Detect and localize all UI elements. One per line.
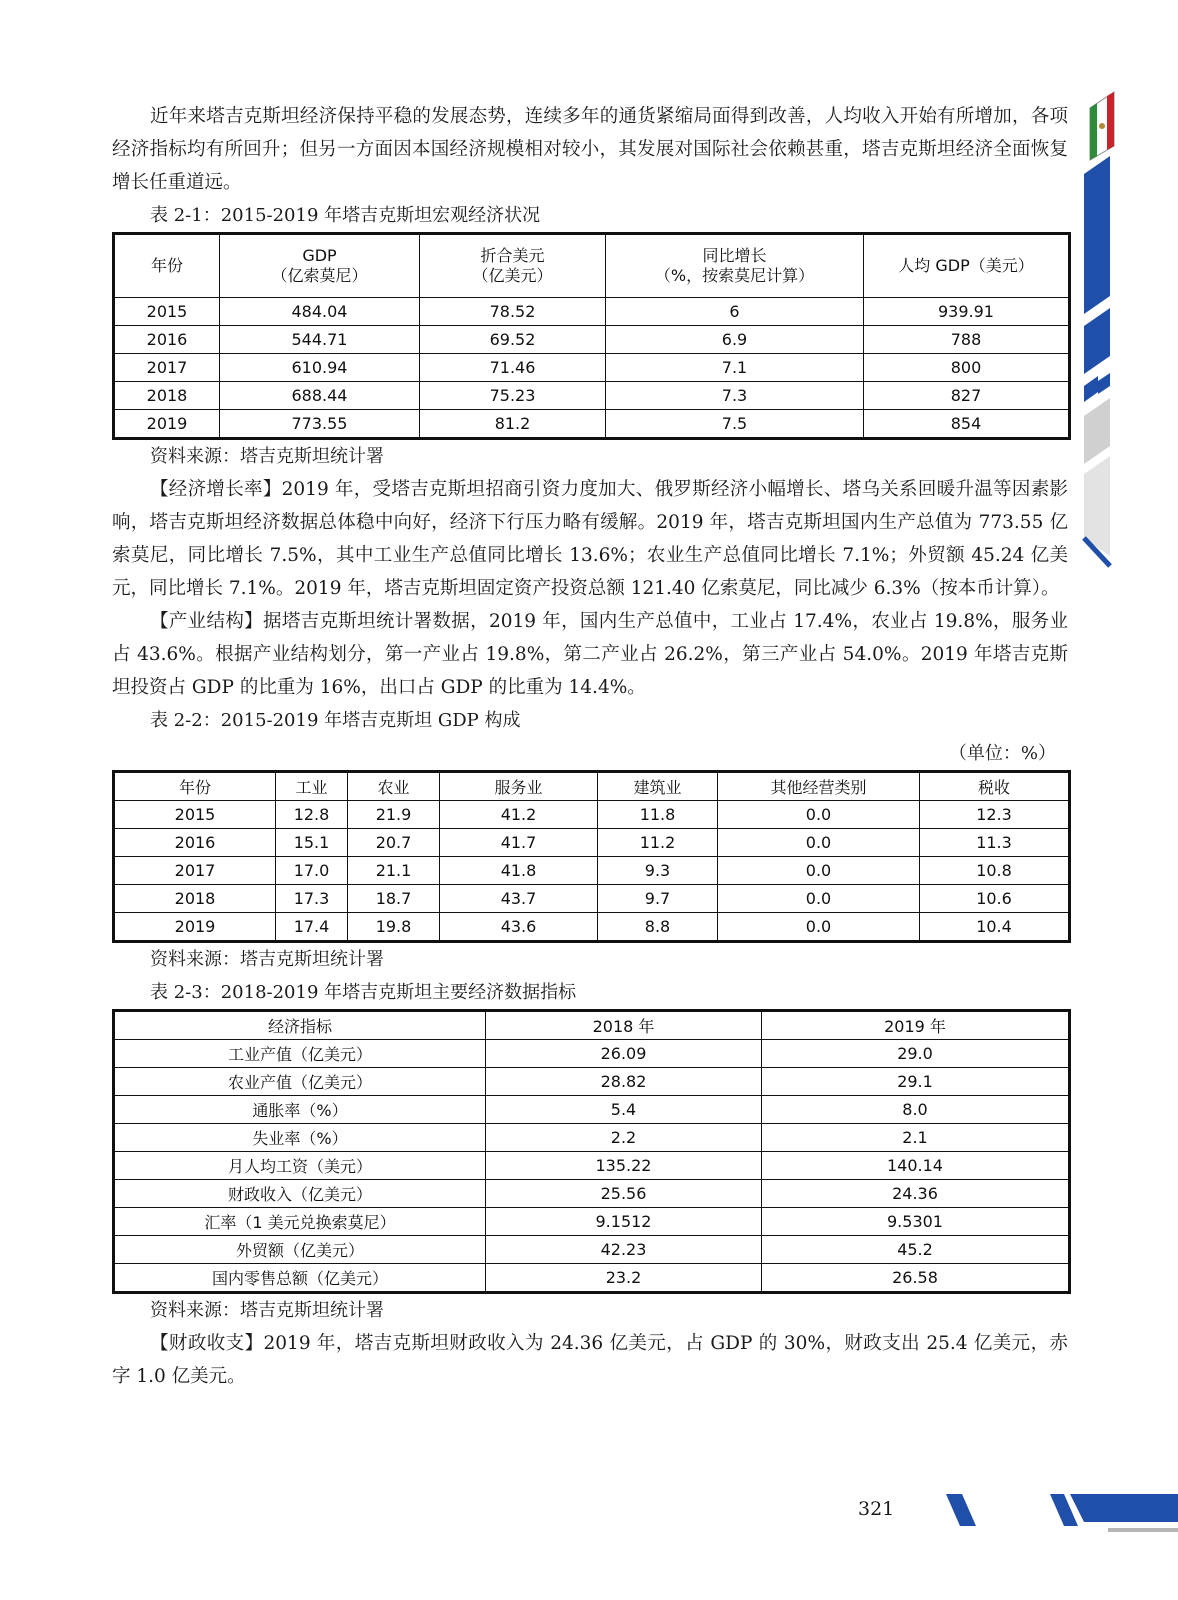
table-cell: 6 [606, 298, 864, 326]
table-cell: 2018 [114, 382, 220, 410]
table-row [114, 1236, 1070, 1264]
header-cell: 工业 [276, 772, 348, 801]
header-cell: 2019 年 [762, 1011, 1070, 1040]
table-cell: 939.91 [864, 298, 1070, 326]
table-row [114, 1096, 1070, 1124]
table-cell: 18.7 [348, 885, 440, 913]
table-cell: 688.44 [220, 382, 420, 410]
table-cell: 41.7 [440, 829, 598, 857]
table-cell: 7.1 [606, 354, 864, 382]
table-row [114, 801, 1070, 829]
table-row [114, 410, 1070, 439]
table-cell: 610.94 [220, 354, 420, 382]
table-cell: 24.36 [762, 1180, 1070, 1208]
table-cell: 11.3 [920, 829, 1070, 857]
table-cell: 75.23 [420, 382, 606, 410]
table-header-row [114, 1011, 1070, 1040]
table-cell: 2018 [114, 885, 276, 913]
header-cell: 农业 [348, 772, 440, 801]
table-cell: 2019 [114, 410, 220, 439]
table-cell: 12.3 [920, 801, 1070, 829]
fiscal-paragraph: 【财政收支】2019 年，塔吉克斯坦财政收入为 24.36 亿美元，占 GDP 的 30%，财政支出 25.4 亿美元，赤字 1.0 亿美元。 [112, 1333, 1068, 1387]
structure-paragraph: 【产业结构】据塔吉克斯坦统计署数据，2019 年，国内生产总值中，工业占 17.4%，农业占 19.8%，服务业占 43.6%。根据产业结构划分，第一产业占 19.8%，第二产业占 26.2%，第三产业占 54.0%。2019 年塔吉克斯坦投资占 GDP 的比重为 16%，出口占 GDP 的比重为 14.4%。 [112, 611, 1068, 698]
flag-icon [1090, 92, 1114, 160]
table-cell: 国内零售总额（亿美元） [114, 1264, 486, 1293]
table-cell: 17.4 [276, 913, 348, 942]
table-cell: 29.1 [762, 1068, 1070, 1096]
table-cell: 41.8 [440, 857, 598, 885]
table-cell: 8.0 [762, 1096, 1070, 1124]
table-cell: 2017 [114, 857, 276, 885]
table-cell: 0.0 [718, 913, 920, 942]
side-decoration [1076, 86, 1178, 586]
table-row [114, 382, 1070, 410]
table3-caption: 表 2-3：2018-2019 年塔吉克斯坦主要经济数据指标 [150, 982, 577, 1003]
table-header-row [114, 772, 1070, 801]
gdp-composition-table [112, 770, 1071, 943]
table-cell: 0.0 [718, 801, 920, 829]
table-cell: 43.6 [440, 913, 598, 942]
page-content [112, 100, 1068, 1393]
table-cell: 2.2 [486, 1124, 762, 1152]
table-cell: 81.2 [420, 410, 606, 439]
table-cell: 9.1512 [486, 1208, 762, 1236]
table-cell: 17.3 [276, 885, 348, 913]
table-cell: 10.8 [920, 857, 1070, 885]
table-row [114, 1180, 1070, 1208]
header-cell: GDP （亿索莫尼） [220, 234, 420, 298]
table-cell: 月人均工资（美元） [114, 1152, 486, 1180]
table1-caption: 表 2-1：2015-2019 年塔吉克斯坦宏观经济状况 [150, 205, 541, 226]
header-cell: 服务业 [440, 772, 598, 801]
table-cell: 773.55 [220, 410, 420, 439]
table-cell: 11.8 [598, 801, 718, 829]
table-row [114, 354, 1070, 382]
table1-source: 资料来源：塔吉克斯坦统计署 [150, 446, 384, 467]
table-cell: 2016 [114, 829, 276, 857]
table-cell: 26.09 [486, 1040, 762, 1068]
table-cell: 45.2 [762, 1236, 1070, 1264]
table-cell: 29.0 [762, 1040, 1070, 1068]
header-cell: 经济指标 [114, 1011, 486, 1040]
table-row [114, 326, 1070, 354]
header-cell: 人均 GDP（美元） [864, 234, 1070, 298]
table-cell: 农业产值（亿美元） [114, 1068, 486, 1096]
header-cell: 折合美元 （亿美元） [420, 234, 606, 298]
table-row [114, 829, 1070, 857]
page-number: 321 [858, 1498, 895, 1520]
table-cell: 21.1 [348, 857, 440, 885]
table-cell: 28.82 [486, 1068, 762, 1096]
table-cell: 23.2 [486, 1264, 762, 1293]
table-cell: 外贸额（亿美元） [114, 1236, 486, 1264]
table-row [114, 857, 1070, 885]
table-cell: 43.7 [440, 885, 598, 913]
table-cell: 2015 [114, 801, 276, 829]
table2-source: 资料来源：塔吉克斯坦统计署 [150, 949, 384, 970]
table-row [114, 1152, 1070, 1180]
table-cell: 17.0 [276, 857, 348, 885]
table-cell: 0.0 [718, 829, 920, 857]
table-row [114, 1068, 1070, 1096]
table-row [114, 1124, 1070, 1152]
table-row [114, 1208, 1070, 1236]
table-cell: 71.46 [420, 354, 606, 382]
table-cell: 0.0 [718, 885, 920, 913]
table-cell: 失业率（%） [114, 1124, 486, 1152]
table-cell: 5.4 [486, 1096, 762, 1124]
header-cell: 建筑业 [598, 772, 718, 801]
intro-paragraph: 近年来塔吉克斯坦经济保持平稳的发展态势，连续多年的通货紧缩局面得到改善，人均收入开始有所增加，各项经济指标均有所回升；但另一方面因本国经济规模相对较小，其发展对国际社会依赖甚重，塔吉克斯坦经济全面恢复增长任重道远。 [112, 106, 1068, 193]
table-row [114, 298, 1070, 326]
table-cell: 78.52 [420, 298, 606, 326]
table-row [114, 1264, 1070, 1293]
table-cell: 15.1 [276, 829, 348, 857]
table-cell: 9.7 [598, 885, 718, 913]
table-cell: 21.9 [348, 801, 440, 829]
table-cell: 41.2 [440, 801, 598, 829]
table-cell: 2017 [114, 354, 220, 382]
table-cell: 通胀率（%） [114, 1096, 486, 1124]
table-cell: 2019 [114, 913, 276, 942]
table-row [114, 913, 1070, 942]
table-row [114, 885, 1070, 913]
table-cell: 788 [864, 326, 1070, 354]
table-row [114, 1040, 1070, 1068]
economic-indicators-table [112, 1009, 1071, 1294]
table-cell: 42.23 [486, 1236, 762, 1264]
table-cell: 0.0 [718, 857, 920, 885]
header-cell: 年份 [114, 772, 276, 801]
table-cell: 135.22 [486, 1152, 762, 1180]
table-cell: 19.8 [348, 913, 440, 942]
table-cell: 9.5301 [762, 1208, 1070, 1236]
table-cell: 7.3 [606, 382, 864, 410]
table-cell: 544.71 [220, 326, 420, 354]
table-cell: 25.56 [486, 1180, 762, 1208]
table-cell: 10.6 [920, 885, 1070, 913]
table-cell: 484.04 [220, 298, 420, 326]
table-cell: 10.4 [920, 913, 1070, 942]
header-cell: 税收 [920, 772, 1070, 801]
table2-unit: （单位：%） [948, 743, 1056, 764]
table-cell: 854 [864, 410, 1070, 439]
table-cell: 11.2 [598, 829, 718, 857]
table-cell: 汇率（1 美元兑换索莫尼） [114, 1208, 486, 1236]
table-cell: 26.58 [762, 1264, 1070, 1293]
table-cell: 827 [864, 382, 1070, 410]
footer-decoration [940, 1490, 1178, 1540]
table-cell: 20.7 [348, 829, 440, 857]
header-cell: 2018 年 [486, 1011, 762, 1040]
table-cell: 8.8 [598, 913, 718, 942]
table-cell: 69.52 [420, 326, 606, 354]
table-cell: 6.9 [606, 326, 864, 354]
table-cell: 工业产值（亿美元） [114, 1040, 486, 1068]
table-cell: 140.14 [762, 1152, 1070, 1180]
macro-economy-table [112, 232, 1071, 440]
table-cell: 2016 [114, 326, 220, 354]
header-cell: 其他经营类别 [718, 772, 920, 801]
table-cell: 2.1 [762, 1124, 1070, 1152]
table-header-row [114, 234, 1070, 298]
growth-paragraph: 【经济增长率】2019 年，受塔吉克斯坦招商引资力度加大、俄罗斯经济小幅增长、塔乌关系回暖升温等因素影响，塔吉克斯坦经济数据总体稳中向好，经济下行压力略有缓解。2019 年，塔吉克斯坦国内生产总值为 773.55 亿索莫尼，同比增长 7.5%，其中工业生产总值同比增长 13.6%；农业生产总值同比增长 7.1%；外贸额 45.24 亿美元，同比增长 7.1%。2019 年，塔吉克斯坦固定资产投资总额 121.40 亿索莫尼，同比减少 6.3%（按本币计算）。 [112, 479, 1068, 599]
header-cell: 年份 [114, 234, 220, 298]
table-cell: 2015 [114, 298, 220, 326]
table-cell: 9.3 [598, 857, 718, 885]
table-cell: 财政收入（亿美元） [114, 1180, 486, 1208]
table-cell: 7.5 [606, 410, 864, 439]
table3-source: 资料来源：塔吉克斯坦统计署 [150, 1300, 384, 1321]
table-cell: 12.8 [276, 801, 348, 829]
table-cell: 800 [864, 354, 1070, 382]
header-cell: 同比增长 （%，按索莫尼计算） [606, 234, 864, 298]
table2-caption: 表 2-2：2015-2019 年塔吉克斯坦 GDP 构成 [150, 710, 521, 731]
